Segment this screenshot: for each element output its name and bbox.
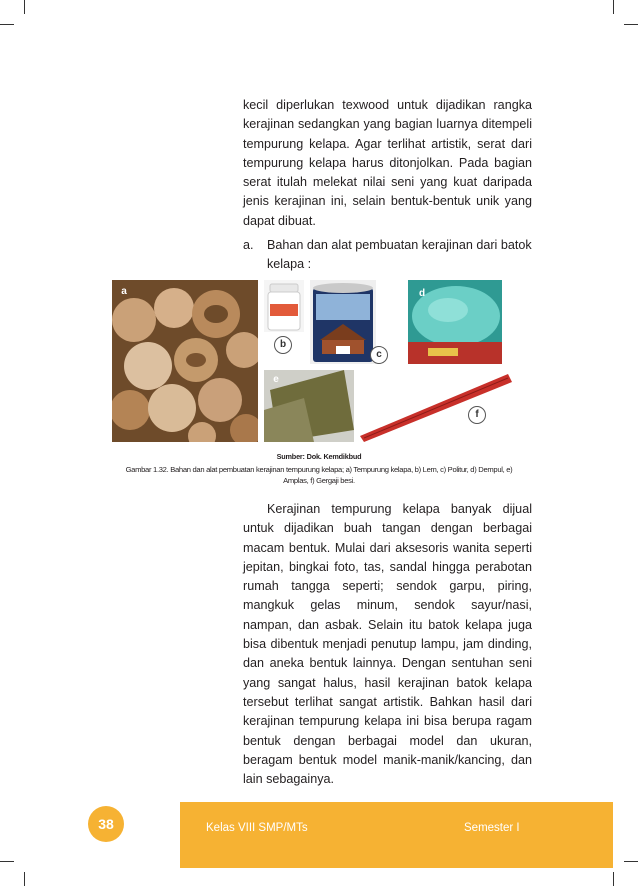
photo-dempul [408, 280, 502, 364]
crop-mark [624, 24, 638, 25]
crop-mark [24, 872, 25, 886]
materials-figure [112, 278, 532, 446]
hacksaw-image [358, 370, 528, 442]
footer-semester-label: Semester I [464, 822, 520, 834]
label-f: f [468, 406, 486, 424]
crop-mark [624, 861, 638, 862]
list-text: Bahan dan alat pembuatan kerajinan dari batok kelapa : [267, 238, 532, 272]
body-paragraph-1: kecil diperlukan texwood untuk dijadikan rangka kerajinan sedangkan yang bagian luarnya ditempeli tempurung kelapa. Agar terlihat artistik, serat dari tempurung kelapa harus ditonjolkan. Pada bagian serat itulah melekat nilai seni yang kuat daripada jenis kerajinan ini, selain bentuk-bentuk unik yang dapat dibuat. [243, 98, 532, 228]
photo-glue [264, 280, 304, 332]
list-item-a [243, 236, 532, 276]
coconut-shells-image [112, 280, 258, 442]
figure-source: Sumber: Dok. Kemdikbud [276, 452, 362, 461]
label-e: e [273, 374, 279, 385]
crop-mark [0, 24, 14, 25]
photo-politur [310, 280, 376, 364]
photo-coconut-shells [112, 280, 258, 442]
footer-bar [180, 802, 613, 868]
figure-caption: Gambar 1.32. Bahan dan alat pembuatan kerajinan tempurung kelapa; a) Tempurung kelapa, b) Lem, c) Politur, d) Dempul, e) Amplas, f) Gergaji besi. [125, 465, 513, 485]
label-c: c [370, 346, 388, 364]
footer-class-label: Kelas VIII SMP/MTs [206, 822, 308, 834]
politur-can-image [310, 280, 376, 364]
body-paragraph-2: Kerajinan tempurung kelapa banyak dijual untuk dijadikan buah tangan dengan berbagai macam bentuk. Mulai dari aksesoris wanita seperti jepitan, bingkai foto, tas, sandal hingga perabotan rumah tangga seperti; sendok garpu, piring, mangkuk gelas minum, sendok sayur/nasi, nampan, dan asbak. Selain itu batok kelapa juga bisa dibentuk menjadi penutup lampu, jam dinding, dan aneka bentuk lainnya. Dengan sentuhan seni yang sangat halus, hasil kerajinan batok kelapa tersebut terlihat sangat artistik. Bahkan hasil dari kerajinan tempurung kelapa ini bisa berupa ragam bentuk dengan berbagai model dan ukuran, beragam bentuk model manik-manik/kancing, dan lain sebagainya. [243, 502, 532, 787]
page-number: 38 [88, 806, 124, 842]
crop-mark [24, 0, 25, 14]
crop-mark [613, 0, 614, 14]
crop-mark [613, 872, 614, 886]
label-d: d [418, 288, 426, 299]
label-a: a [121, 286, 127, 297]
label-b: b [274, 336, 292, 354]
glue-bottle-image [264, 280, 304, 332]
crop-mark [0, 861, 14, 862]
list-marker: a. [243, 238, 254, 252]
photo-amplas [264, 370, 354, 442]
